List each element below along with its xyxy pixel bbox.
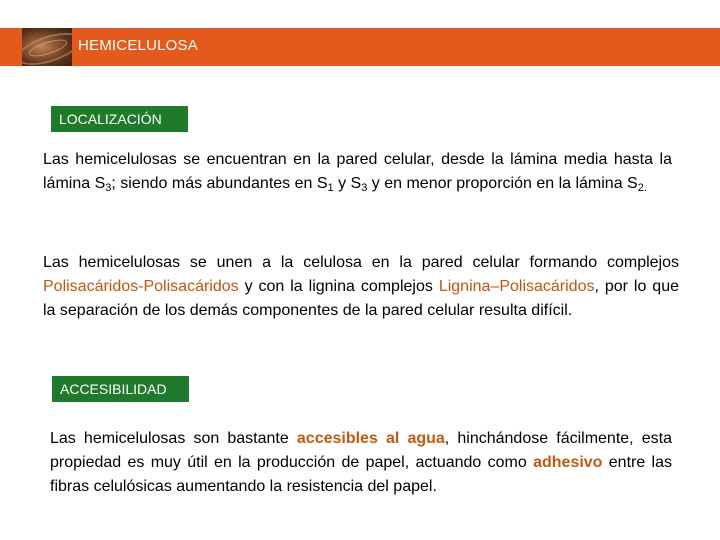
p3-highlight-adhesivo: adhesivo: [533, 454, 603, 471]
section-label-localizacion: LOCALIZACIÓN: [47, 106, 188, 132]
paragraph-localizacion: [43, 148, 672, 196]
p1-text: y S: [333, 175, 362, 192]
paragraph-accesibilidad: [50, 427, 672, 499]
p1-subscript: 3: [105, 182, 112, 194]
p3-text: entre las fibras celulósicas aumentando la resistencia del papel.: [50, 454, 673, 495]
p1-subscript: 3: [361, 182, 368, 194]
p2-text: y con la lignina complejos: [238, 278, 439, 295]
p1-text: Las hemicelulosas se encuentran en la pared celular, desde la lámina media hasta la lámina S: [43, 151, 672, 192]
p1-text: ; siendo más abundantes en S: [111, 175, 328, 192]
p1-subscript: 1: [327, 182, 334, 194]
p2-text: , por lo que la separación de los demás componentes de la pared celular resulta difícil.: [43, 278, 679, 319]
p2-text: Las hemicelulosas se unen a la celulosa en la pared celular formando complejos: [43, 254, 679, 271]
page-title: HEMICELULOSA: [78, 37, 198, 54]
p1-subscript: 2.: [637, 182, 647, 194]
p3-highlight-accesibles: accesibles al agua: [296, 430, 445, 447]
p3-text: Las hemicelulosas son bastante: [50, 430, 297, 447]
p1-text: y en menor proporción en la lámina S: [367, 175, 638, 192]
paragraph-complejos: [43, 251, 679, 323]
section-label-accesibilidad: ACCESIBILIDAD: [48, 376, 189, 402]
wood-cross-section-image: [22, 28, 72, 66]
p2-highlight-lignina: Lignina–Polisacáridos: [438, 278, 595, 295]
p3-text: , hinchándose fácilmente, esta propiedad es muy útil en la producción de papel, actuando como: [50, 430, 672, 471]
p2-highlight-polisacaridos: Polisacáridos-Polisacáridos: [43, 278, 239, 295]
